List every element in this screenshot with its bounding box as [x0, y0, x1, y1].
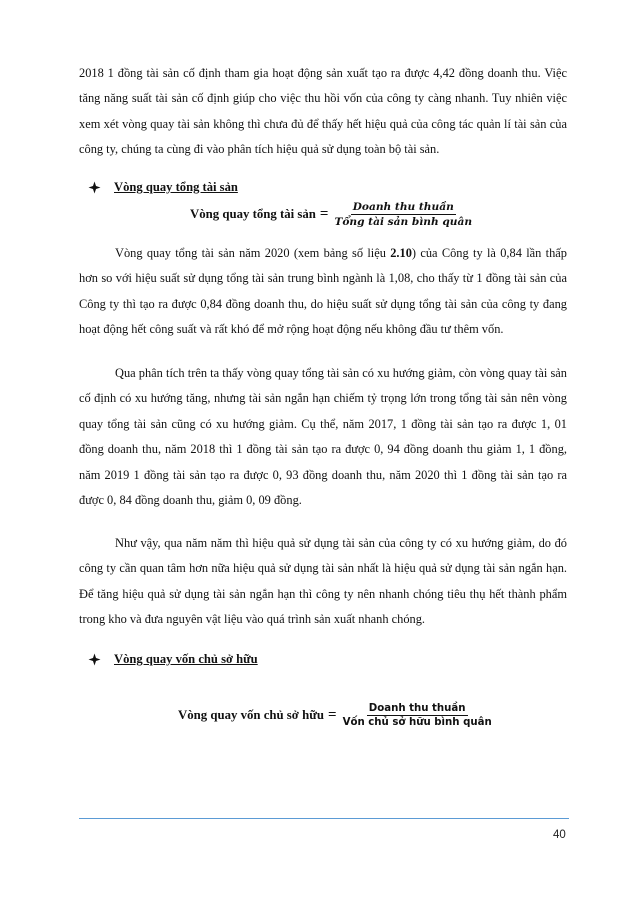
- formula-denominator: Vốn chủ sở hữu bình quân: [342, 717, 492, 728]
- paragraph-text-part: ) của Công ty là 0,84 lần thấp hơn so với hiệu suất sử dụng tổng tài sản trung bình ngành là 1,08, cho thấy từ 1 đồng tài sản của Công ty thì tạo ra được 0,84 đồng doanh thu, do hiệu suất sử dụng tổng tài sản của công ty đang hoạt động hết công suất và rất khó để mở rộng hoạt động nếu không đầu tư thêm vốn.: [79, 246, 567, 337]
- heading-text: Vòng quay tổng tài sản: [114, 180, 238, 194]
- paragraph-turnover-trend: Qua phân tích trên ta thấy vòng quay tổng tài sản có xu hướng giảm, còn vòng quay tài sản cố định có xu hướng tăng, nhưng tài sản ngắn hạn chiếm tỷ trọng lớn trong tổng tài sản nên vòng quay tổng tài sản cũng có xu hướng giảm. Cụ thể, năm 2017, 1 đồng tài sản tạo ra được 1, 01 đồng doanh thu, năm 2018 thì 1 đồng tài sản tạo ra được 0, 94 đồng doanh thu giảm 1, 1 đồng, năm 2019 1 đồng tài sản tạo ra được 0, 93 đồng doanh thu, năm 2020 thì 1 đồng tài sản tạo ra được 0, 84 đồng doanh thu, giảm 0, 09 đồng.: [79, 366, 567, 508]
- paragraph-conclusion: Như vậy, qua năm năm thì hiệu quả sử dụng tài sản của công ty có xu hướng giảm, do đó công ty cần quan tâm hơn nữa hiệu quả sử dụng tài sản nhất là hiệu quả sử dụng tài sản ngắn hạn. Để tăng hiệu quả sử dụng tài sản ngắn hạn thì công ty nên nhanh chóng tiêu thụ hết thành phẩm trong kho và đưa nguyên vật liệu vào quá trình sản xuất nhanh chóng.: [79, 536, 567, 627]
- heading-text: Vòng quay vốn chủ sở hữu: [114, 652, 258, 666]
- formula-numerator: Doanh thu thuần: [368, 703, 466, 714]
- formula-equity-turnover: [178, 703, 494, 728]
- formula-equals: =: [328, 707, 337, 723]
- heading-total-asset-turnover: [88, 180, 238, 195]
- footer-divider: [79, 818, 569, 819]
- formula-name: Vòng quay vốn chủ sở hữu: [178, 708, 324, 722]
- formula-name: Vòng quay tổng tài sản: [190, 207, 316, 221]
- formula-fraction: [332, 201, 474, 228]
- paragraph-text-part: Vòng quay tổng tài sản năm 2020 (xem bảng số liệu: [115, 246, 391, 260]
- page-number: 40: [553, 829, 566, 841]
- formula-numerator: Doanh thu thuần: [352, 201, 454, 213]
- formula-equals: =: [319, 206, 329, 222]
- formula-fraction: [341, 703, 494, 728]
- table-reference: 2.10: [390, 246, 412, 260]
- diamond-bullet-icon: [88, 653, 101, 666]
- paragraph-turnover-2020: [79, 241, 567, 343]
- paragraph-fixed-asset-efficiency: 2018 1 đồng tài sản cố định tham gia hoạt động sản xuất tạo ra được 4,42 đồng doanh thu. Việc tăng năng suất tài sản cố định giúp cho việc thu hồi vốn của công ty càng nhanh. Tuy nhiên việc xem xét vòng quay tài sản không thì chưa đủ để thấy hết hiệu quả của công tác quản lí tài sản của công ty, chúng ta cùng đi vào phân tích hiệu quả sử dụng toàn bộ tài sản.: [79, 66, 567, 157]
- formula-total-asset-turnover: [190, 201, 474, 228]
- heading-equity-turnover: [88, 652, 258, 667]
- diamond-bullet-icon: [88, 181, 101, 194]
- formula-denominator: Tổng tài sản bình quân: [334, 216, 473, 228]
